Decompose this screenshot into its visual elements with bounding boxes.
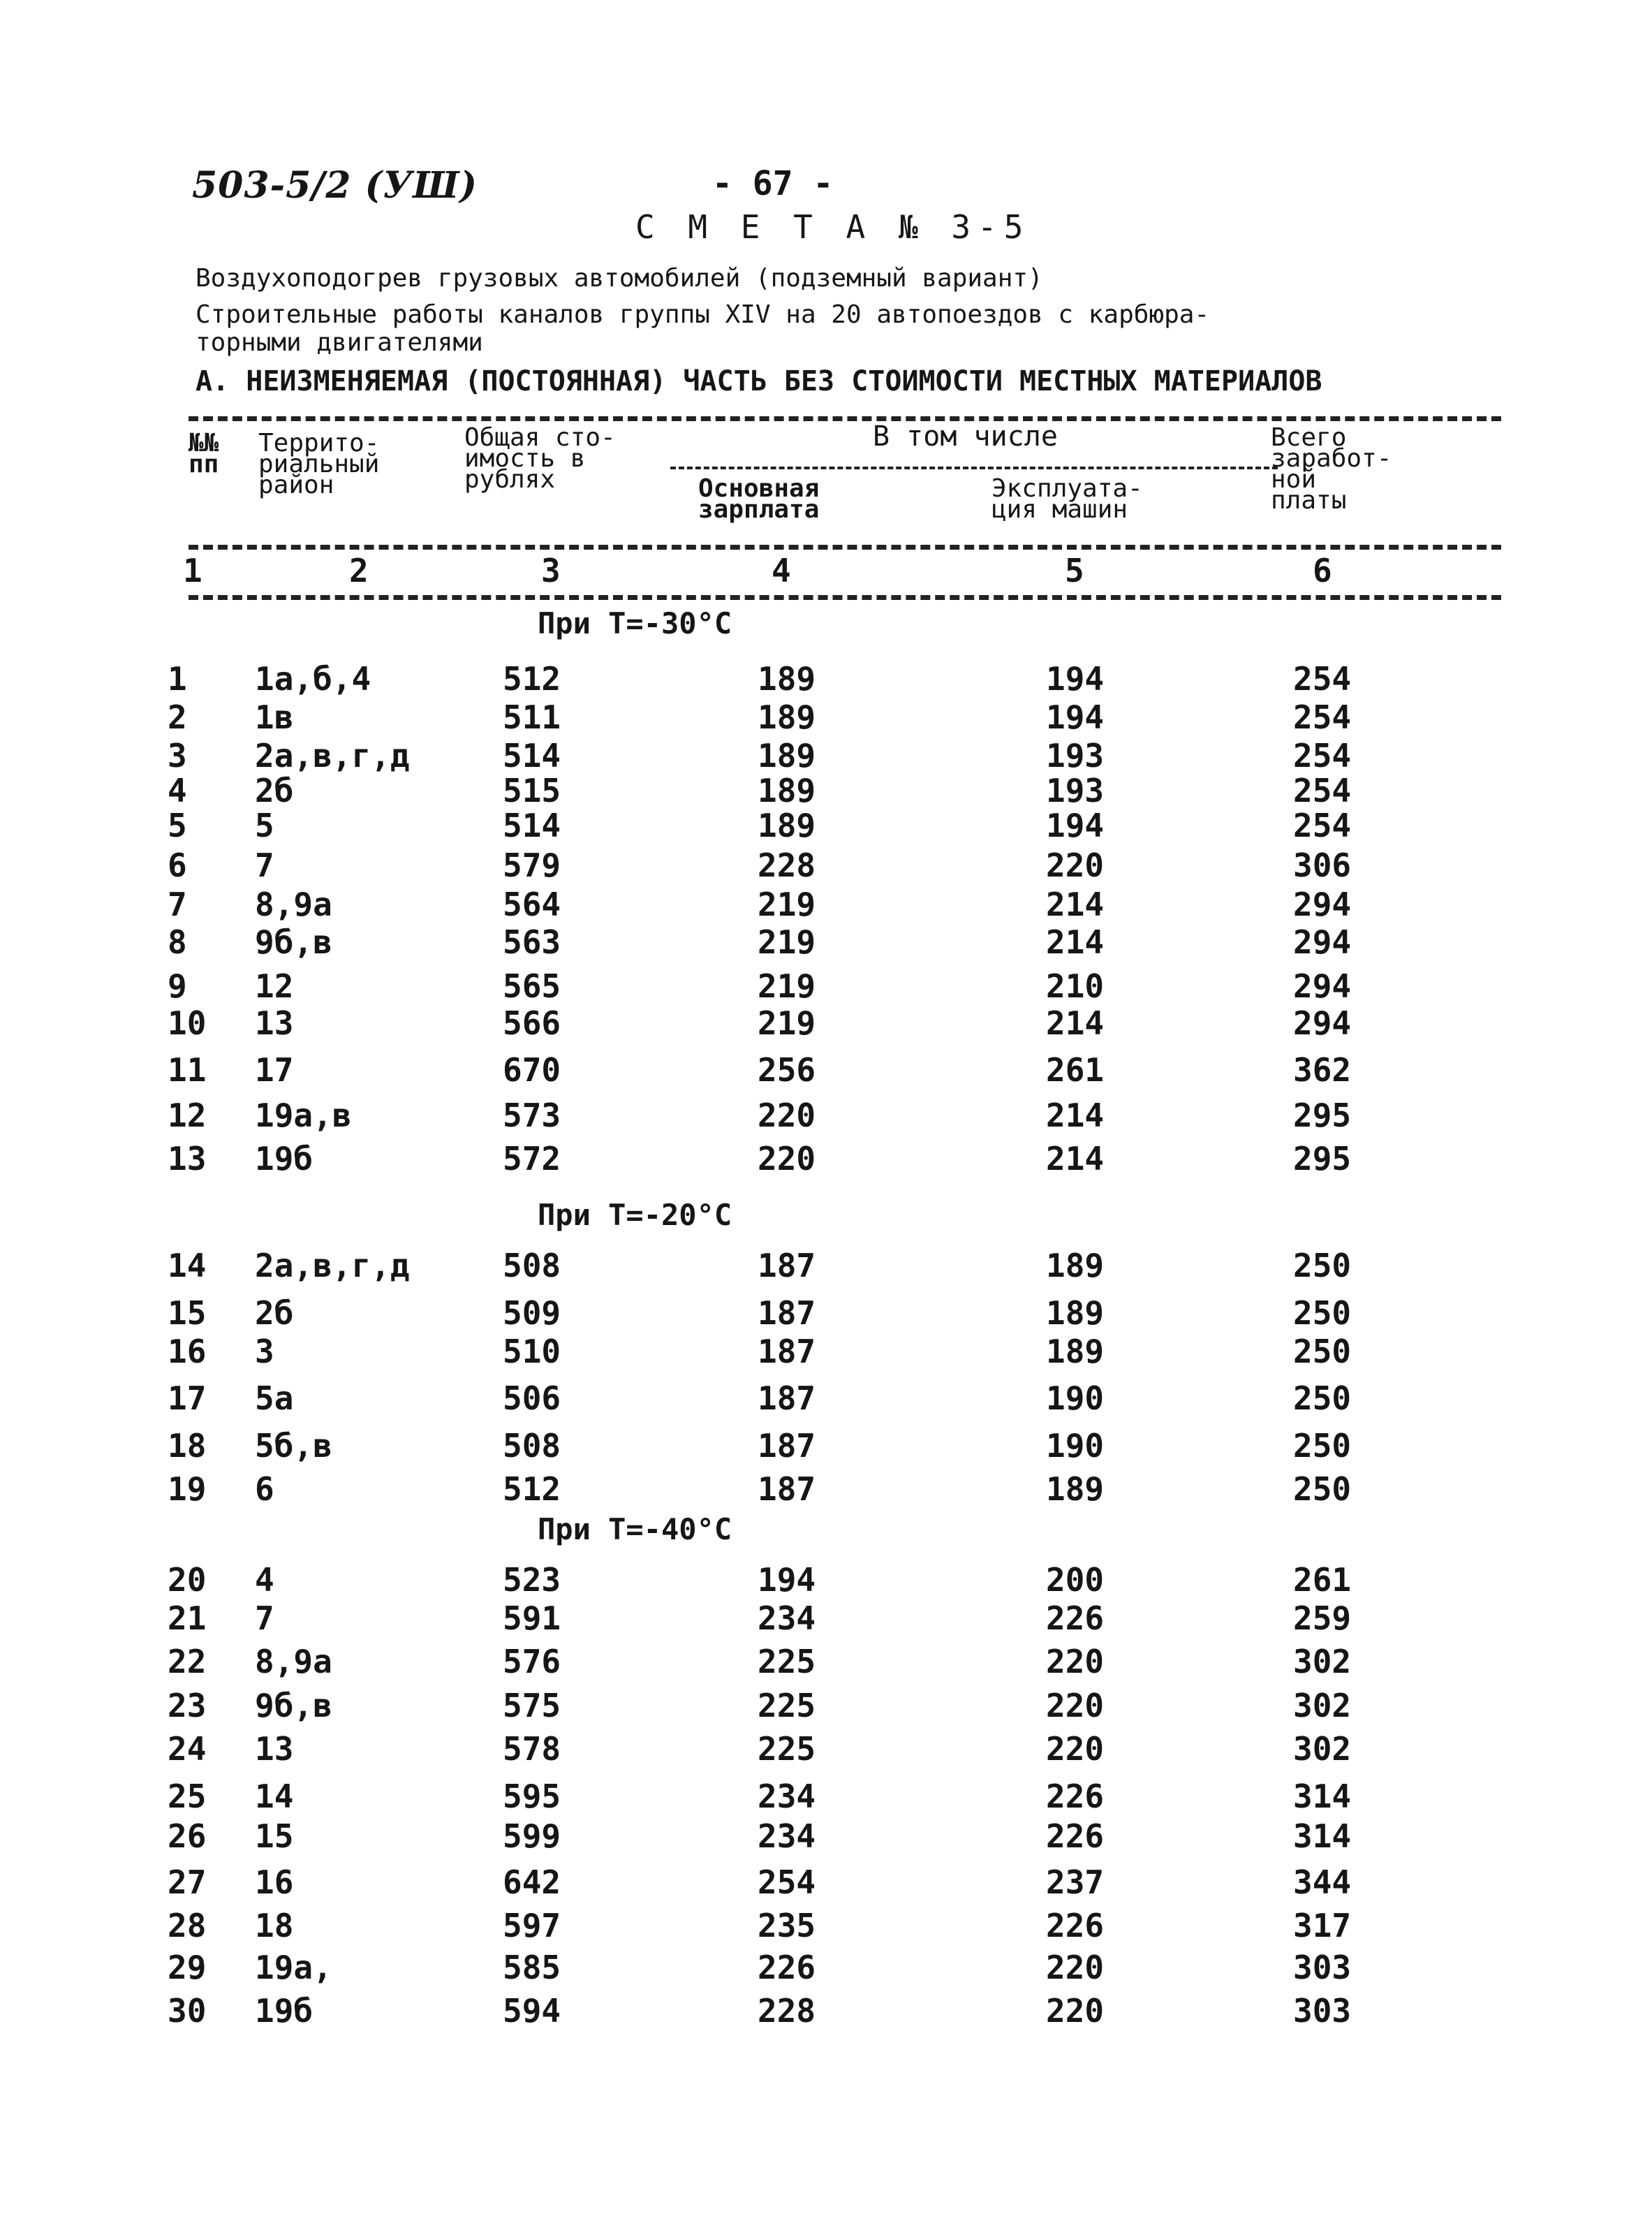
base-wages: 189 xyxy=(758,737,816,775)
base-wages: 220 xyxy=(758,1097,816,1134)
territorial-district: 19б xyxy=(255,1992,314,2030)
temperature-section-label: При T=-40°C xyxy=(538,1512,732,1546)
temperature-section-label: При T=-30°C xyxy=(538,606,732,640)
total-cost: 514 xyxy=(503,737,561,775)
row-number: 13 xyxy=(168,1140,207,1178)
column-number-5: 5 xyxy=(1065,552,1084,589)
table-row xyxy=(0,1333,1652,1375)
machine-operation: 220 xyxy=(1046,1730,1105,1768)
total-wages: 250 xyxy=(1293,1333,1352,1370)
base-wages: 234 xyxy=(758,1817,816,1855)
table-row xyxy=(0,1379,1652,1421)
base-wages: 219 xyxy=(758,967,816,1005)
territorial-district: 18 xyxy=(255,1907,294,1944)
page-number: - 67 - xyxy=(712,164,834,203)
machine-operation: 200 xyxy=(1046,1561,1105,1599)
header-col3: Общая сто- имость в рублях xyxy=(464,423,616,494)
total-cost: 594 xyxy=(503,1992,561,2030)
base-wages: 225 xyxy=(758,1687,816,1724)
total-cost: 523 xyxy=(503,1561,561,1599)
row-number: 10 xyxy=(168,1004,207,1042)
row-number: 4 xyxy=(168,772,187,809)
total-wages: 302 xyxy=(1293,1730,1352,1768)
base-wages: 187 xyxy=(758,1379,816,1417)
total-cost: 573 xyxy=(503,1097,561,1134)
machine-operation: 193 xyxy=(1046,737,1105,775)
row-number: 28 xyxy=(168,1907,207,1944)
header-col6: Всего заработ- ной платы xyxy=(1271,423,1392,515)
total-wages: 254 xyxy=(1293,807,1352,844)
base-wages: 219 xyxy=(758,1004,816,1042)
total-wages: 302 xyxy=(1293,1643,1352,1680)
subtitle-line-2: Строительные работы каналов группы XIV на 20 автопоездов с карбюра- xyxy=(196,300,1210,329)
total-cost: 512 xyxy=(503,1470,561,1508)
table-row xyxy=(0,847,1652,888)
total-cost: 670 xyxy=(503,1051,561,1089)
temperature-section-label: При T=-20°C xyxy=(538,1198,732,1232)
total-cost: 642 xyxy=(503,1863,561,1901)
territorial-district: 7 xyxy=(255,1599,274,1637)
table-row xyxy=(0,660,1652,702)
row-number: 6 xyxy=(168,847,187,884)
base-wages: 187 xyxy=(758,1427,816,1465)
total-wages: 254 xyxy=(1293,698,1352,736)
territorial-district: 2а,в,г,д xyxy=(255,1247,410,1284)
territorial-district: 5а xyxy=(255,1379,294,1417)
total-wages: 294 xyxy=(1293,923,1352,961)
column-numbers-rule xyxy=(189,595,1501,600)
total-cost: 509 xyxy=(503,1294,561,1332)
machine-operation: 214 xyxy=(1046,1004,1105,1042)
row-number: 9 xyxy=(168,967,187,1005)
total-wages: 295 xyxy=(1293,1140,1352,1178)
row-number: 2 xyxy=(168,698,187,736)
territorial-district: 9б,в xyxy=(255,923,332,961)
base-wages: 234 xyxy=(758,1778,816,1815)
base-wages: 189 xyxy=(758,807,816,844)
total-wages: 314 xyxy=(1293,1778,1352,1815)
base-wages: 187 xyxy=(758,1247,816,1284)
table-row xyxy=(0,698,1652,740)
total-cost: 565 xyxy=(503,967,561,1005)
total-wages: 306 xyxy=(1293,847,1352,884)
total-wages: 250 xyxy=(1293,1427,1352,1465)
machine-operation: 190 xyxy=(1046,1379,1105,1417)
territorial-district: 17 xyxy=(255,1051,294,1089)
territorial-district: 19а,в xyxy=(255,1097,352,1134)
base-wages: 187 xyxy=(758,1294,816,1332)
total-cost: 579 xyxy=(503,847,561,884)
machine-operation: 190 xyxy=(1046,1427,1105,1465)
column-number-6: 6 xyxy=(1313,552,1332,589)
base-wages: 194 xyxy=(758,1561,816,1599)
table-row xyxy=(0,1992,1652,2034)
total-cost: 599 xyxy=(503,1817,561,1855)
base-wages: 225 xyxy=(758,1643,816,1680)
total-cost: 514 xyxy=(503,807,561,844)
machine-operation: 214 xyxy=(1046,886,1105,923)
row-number: 27 xyxy=(168,1863,207,1901)
row-number: 16 xyxy=(168,1333,207,1370)
total-cost: 575 xyxy=(503,1687,561,1724)
base-wages: 189 xyxy=(758,698,816,736)
territorial-district: 6 xyxy=(255,1470,274,1508)
territorial-district: 1в xyxy=(255,698,294,736)
table-row xyxy=(0,1097,1652,1138)
total-cost: 578 xyxy=(503,1730,561,1768)
total-cost: 511 xyxy=(503,698,561,736)
total-wages: 344 xyxy=(1293,1863,1352,1901)
machine-operation: 193 xyxy=(1046,772,1105,809)
territorial-district: 14 xyxy=(255,1778,294,1815)
table-row xyxy=(0,1004,1652,1046)
total-wages: 250 xyxy=(1293,1379,1352,1417)
total-cost: 515 xyxy=(503,772,561,809)
row-number: 29 xyxy=(168,1949,207,1986)
total-cost: 508 xyxy=(503,1427,561,1465)
header-rule xyxy=(189,545,1501,550)
total-wages: 250 xyxy=(1293,1470,1352,1508)
machine-operation: 194 xyxy=(1046,660,1105,698)
total-cost: 591 xyxy=(503,1599,561,1637)
row-number: 12 xyxy=(168,1097,207,1134)
table-row xyxy=(0,1294,1652,1336)
base-wages: 234 xyxy=(758,1599,816,1637)
total-wages: 294 xyxy=(1293,886,1352,923)
total-wages: 362 xyxy=(1293,1051,1352,1089)
table-row xyxy=(0,1778,1652,1819)
territorial-district: 13 xyxy=(255,1004,294,1042)
total-cost: 512 xyxy=(503,660,561,698)
total-cost: 564 xyxy=(503,886,561,923)
estimate-title: С М Е Т А № 3-5 xyxy=(635,208,1031,246)
territorial-district: 16 xyxy=(255,1863,294,1901)
table-row xyxy=(0,1643,1652,1685)
total-wages: 254 xyxy=(1293,737,1352,775)
machine-operation: 226 xyxy=(1046,1817,1105,1855)
table-top-rule xyxy=(189,416,1501,421)
total-cost: 595 xyxy=(503,1778,561,1815)
base-wages: 254 xyxy=(758,1863,816,1901)
territorial-district: 4 xyxy=(255,1561,274,1599)
table-row xyxy=(0,1599,1652,1641)
total-wages: 295 xyxy=(1293,1097,1352,1134)
row-number: 8 xyxy=(168,923,187,961)
row-number: 23 xyxy=(168,1687,207,1724)
machine-operation: 226 xyxy=(1046,1778,1105,1815)
territorial-district: 7 xyxy=(255,847,274,884)
machine-operation: 220 xyxy=(1046,1643,1105,1680)
territorial-district: 13 xyxy=(255,1730,294,1768)
row-number: 19 xyxy=(168,1470,207,1508)
base-wages: 187 xyxy=(758,1333,816,1370)
header-col5: Эксплуата- ция машин xyxy=(991,474,1143,524)
table-row xyxy=(0,1863,1652,1905)
total-cost: 506 xyxy=(503,1379,561,1417)
table-row xyxy=(0,1949,1652,1991)
territorial-district: 19б xyxy=(255,1140,314,1178)
table-row xyxy=(0,1730,1652,1772)
subtitle-line-3: торными двигателями xyxy=(196,328,483,357)
machine-operation: 220 xyxy=(1046,1992,1105,2030)
table-row xyxy=(0,1817,1652,1859)
base-wages: 220 xyxy=(758,1140,816,1178)
machine-operation: 189 xyxy=(1046,1247,1105,1284)
machine-operation: 237 xyxy=(1046,1863,1105,1901)
territorial-district: 2б xyxy=(255,1294,294,1332)
group-rule xyxy=(670,467,1278,469)
territorial-district: 1а,б,4 xyxy=(255,660,371,698)
total-cost: 585 xyxy=(503,1949,561,1986)
total-wages: 317 xyxy=(1293,1907,1352,1944)
base-wages: 228 xyxy=(758,1992,816,2030)
territorial-district: 19а, xyxy=(255,1949,332,1986)
total-cost: 572 xyxy=(503,1140,561,1178)
machine-operation: 220 xyxy=(1046,1687,1105,1724)
machine-operation: 214 xyxy=(1046,1140,1105,1178)
territorial-district: 9б,в xyxy=(255,1687,332,1724)
table-row xyxy=(0,807,1652,849)
territorial-district: 15 xyxy=(255,1817,294,1855)
row-number: 25 xyxy=(168,1778,207,1815)
machine-operation: 189 xyxy=(1046,1294,1105,1332)
base-wages: 189 xyxy=(758,660,816,698)
total-wages: 294 xyxy=(1293,1004,1352,1042)
machine-operation: 194 xyxy=(1046,807,1105,844)
total-wages: 254 xyxy=(1293,660,1352,698)
table-row xyxy=(0,1051,1652,1093)
row-number: 30 xyxy=(168,1992,207,2030)
total-wages: 303 xyxy=(1293,1949,1352,1986)
total-wages: 250 xyxy=(1293,1294,1352,1332)
row-number: 14 xyxy=(168,1247,207,1284)
row-number: 18 xyxy=(168,1427,207,1465)
territorial-district: 8,9а xyxy=(255,886,332,923)
base-wages: 235 xyxy=(758,1907,816,1944)
machine-operation: 189 xyxy=(1046,1333,1105,1370)
territorial-district: 2а,в,г,д xyxy=(255,737,410,775)
base-wages: 219 xyxy=(758,923,816,961)
document-code: 503-5/2 (УШ) xyxy=(192,164,478,207)
base-wages: 187 xyxy=(758,1470,816,1508)
total-wages: 303 xyxy=(1293,1992,1352,2030)
column-number-2: 2 xyxy=(349,552,369,589)
total-cost: 566 xyxy=(503,1004,561,1042)
machine-operation: 194 xyxy=(1046,698,1105,736)
table-row xyxy=(0,1470,1652,1512)
machine-operation: 220 xyxy=(1046,1949,1105,1986)
total-cost: 508 xyxy=(503,1247,561,1284)
table-row xyxy=(0,1427,1652,1469)
base-wages: 225 xyxy=(758,1730,816,1768)
header-col1: №№ пп xyxy=(189,429,219,478)
machine-operation: 226 xyxy=(1046,1907,1105,1944)
table-row xyxy=(0,1140,1652,1182)
column-number-1: 1 xyxy=(183,552,202,589)
row-number: 20 xyxy=(168,1561,207,1599)
territorial-district: 5 xyxy=(255,807,274,844)
row-number: 7 xyxy=(168,886,187,923)
table-row xyxy=(0,1561,1652,1603)
machine-operation: 220 xyxy=(1046,847,1105,884)
header-group: В том числе xyxy=(873,420,1058,453)
row-number: 15 xyxy=(168,1294,207,1332)
base-wages: 189 xyxy=(758,772,816,809)
base-wages: 219 xyxy=(758,886,816,923)
base-wages: 228 xyxy=(758,847,816,884)
table-row xyxy=(0,1687,1652,1729)
total-wages: 259 xyxy=(1293,1599,1352,1637)
total-wages: 294 xyxy=(1293,967,1352,1005)
row-number: 17 xyxy=(168,1379,207,1417)
territorial-district: 12 xyxy=(255,967,294,1005)
row-number: 11 xyxy=(168,1051,207,1089)
table-row xyxy=(0,1907,1652,1949)
table-row xyxy=(0,923,1652,965)
table-row xyxy=(0,967,1652,1009)
total-wages: 261 xyxy=(1293,1561,1352,1599)
row-number: 5 xyxy=(168,807,187,844)
total-wages: 250 xyxy=(1293,1247,1352,1284)
base-wages: 256 xyxy=(758,1051,816,1089)
row-number: 1 xyxy=(168,660,187,698)
machine-operation: 226 xyxy=(1046,1599,1105,1637)
row-number: 26 xyxy=(168,1817,207,1855)
total-wages: 302 xyxy=(1293,1687,1352,1724)
total-cost: 510 xyxy=(503,1333,561,1370)
column-number-4: 4 xyxy=(772,552,791,589)
total-cost: 576 xyxy=(503,1643,561,1680)
base-wages: 226 xyxy=(758,1949,816,1986)
total-cost: 597 xyxy=(503,1907,561,1944)
row-number: 3 xyxy=(168,737,187,775)
territorial-district: 8,9а xyxy=(255,1643,332,1680)
header-col4: Основная зарплата xyxy=(698,474,820,524)
machine-operation: 189 xyxy=(1046,1470,1105,1508)
machine-operation: 214 xyxy=(1046,923,1105,961)
section-heading: А. НЕИЗМЕНЯЕМАЯ (ПОСТОЯННАЯ) ЧАСТЬ БЕЗ СТОИМОСТИ МЕСТНЫХ МАТЕРИАЛОВ xyxy=(196,365,1322,397)
total-wages: 314 xyxy=(1293,1817,1352,1855)
territorial-district: 5б,в xyxy=(255,1427,332,1465)
territorial-district: 3 xyxy=(255,1333,274,1370)
machine-operation: 261 xyxy=(1046,1051,1105,1089)
header-col2: Террито- риальный район xyxy=(258,429,380,499)
total-cost: 563 xyxy=(503,923,561,961)
subtitle-line-1: Воздухоподогрев грузовых автомобилей (подземный вариант) xyxy=(196,264,1043,293)
territorial-district: 2б xyxy=(255,772,294,809)
row-number: 21 xyxy=(168,1599,207,1637)
row-number: 22 xyxy=(168,1643,207,1680)
machine-operation: 210 xyxy=(1046,967,1105,1005)
machine-operation: 214 xyxy=(1046,1097,1105,1134)
row-number: 24 xyxy=(168,1730,207,1768)
column-number-3: 3 xyxy=(541,552,561,589)
table-row xyxy=(0,886,1652,928)
total-wages: 254 xyxy=(1293,772,1352,809)
table-row xyxy=(0,1247,1652,1289)
